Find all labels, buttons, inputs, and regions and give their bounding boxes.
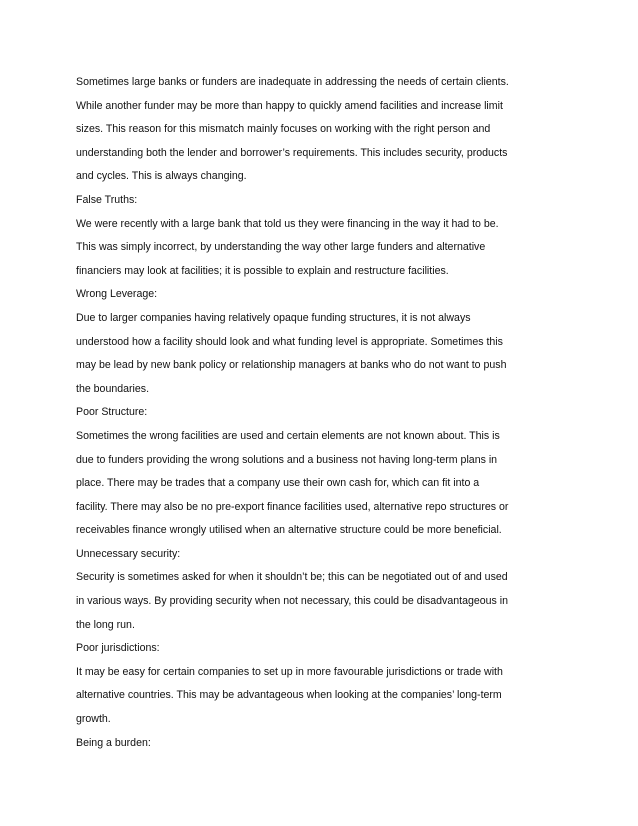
paragraph-line: It may be easy for certain companies to set up in more favourable jurisdictions or trade with	[76, 665, 503, 678]
paragraph-line: We were recently with a large bank that told us they were financing in the way it had to be.	[76, 217, 499, 230]
paragraph-line: Security is sometimes asked for when it shouldn’t be; this can be negotiated out of and used	[76, 571, 508, 584]
paragraph-line: alternative countries. This may be advantageous when looking at the companies’ long-term	[76, 689, 502, 702]
section-heading: False Truths:	[76, 193, 138, 206]
section-heading: Wrong Leverage:	[76, 288, 158, 301]
paragraph-line: facility. There may also be no pre-export finance facilities used, alternative repo structures or	[76, 500, 509, 513]
document-body	[76, 71, 526, 755]
paragraph-line: understood how a facility should look and what funding level is appropriate. Sometimes this	[76, 335, 503, 348]
paragraph-line: While another funder may be more than happy to quickly amend facilities and increase limit	[76, 99, 503, 112]
section-unnecessary-security	[76, 543, 526, 637]
section-poor-jurisdictions	[76, 637, 526, 731]
paragraph-line: financiers may look at facilities; it is possible to explain and restructure facilities.	[76, 264, 449, 277]
paragraph-line: Due to larger companies having relatively opaque funding structures, it is not always	[76, 311, 471, 324]
section-false-truths	[76, 189, 526, 283]
paragraph-line: understanding both the lender and borrower’s requirements. This includes security, products	[76, 146, 508, 159]
paragraph-line: in various ways. By providing security when not necessary, this could be disadvantageous in	[76, 595, 509, 608]
section-poor-structure	[76, 401, 526, 543]
intro-paragraph	[76, 71, 526, 189]
paragraph-line: due to funders providing the wrong solutions and a business not having long-term plans in	[76, 453, 498, 466]
paragraph-line: Sometimes the wrong facilities are used and certain elements are not known about. This is	[76, 429, 500, 442]
section-being-a-burden	[76, 732, 526, 756]
paragraph-line: the long run.	[76, 618, 135, 631]
paragraph-line: growth.	[76, 713, 111, 726]
section-wrong-leverage	[76, 283, 526, 401]
section-heading: Being a burden:	[76, 736, 151, 749]
paragraph-line: place. There may be trades that a company use their own cash for, which can fit into a	[76, 477, 480, 490]
paragraph-line: sizes. This reason for this mismatch mainly focuses on working with the right person and	[76, 123, 491, 136]
paragraph-line: This was simply incorrect, by understanding the way other large funders and alternative	[76, 241, 486, 254]
section-heading: Poor jurisdictions:	[76, 642, 160, 655]
section-heading: Poor Structure:	[76, 406, 148, 419]
paragraph-line: and cycles. This is always changing.	[76, 170, 247, 183]
paragraph-line: may be lead by new bank policy or relationship managers at banks who do not want to push	[76, 359, 507, 372]
section-heading: Unnecessary security:	[76, 547, 181, 560]
paragraph-line: Sometimes large banks or funders are inadequate in addressing the needs of certain clients.	[76, 76, 509, 88]
paragraph-line: the boundaries.	[76, 382, 150, 395]
paragraph-line: receivables finance wrongly utilised when an alternative structure could be more beneficial.	[76, 524, 502, 537]
